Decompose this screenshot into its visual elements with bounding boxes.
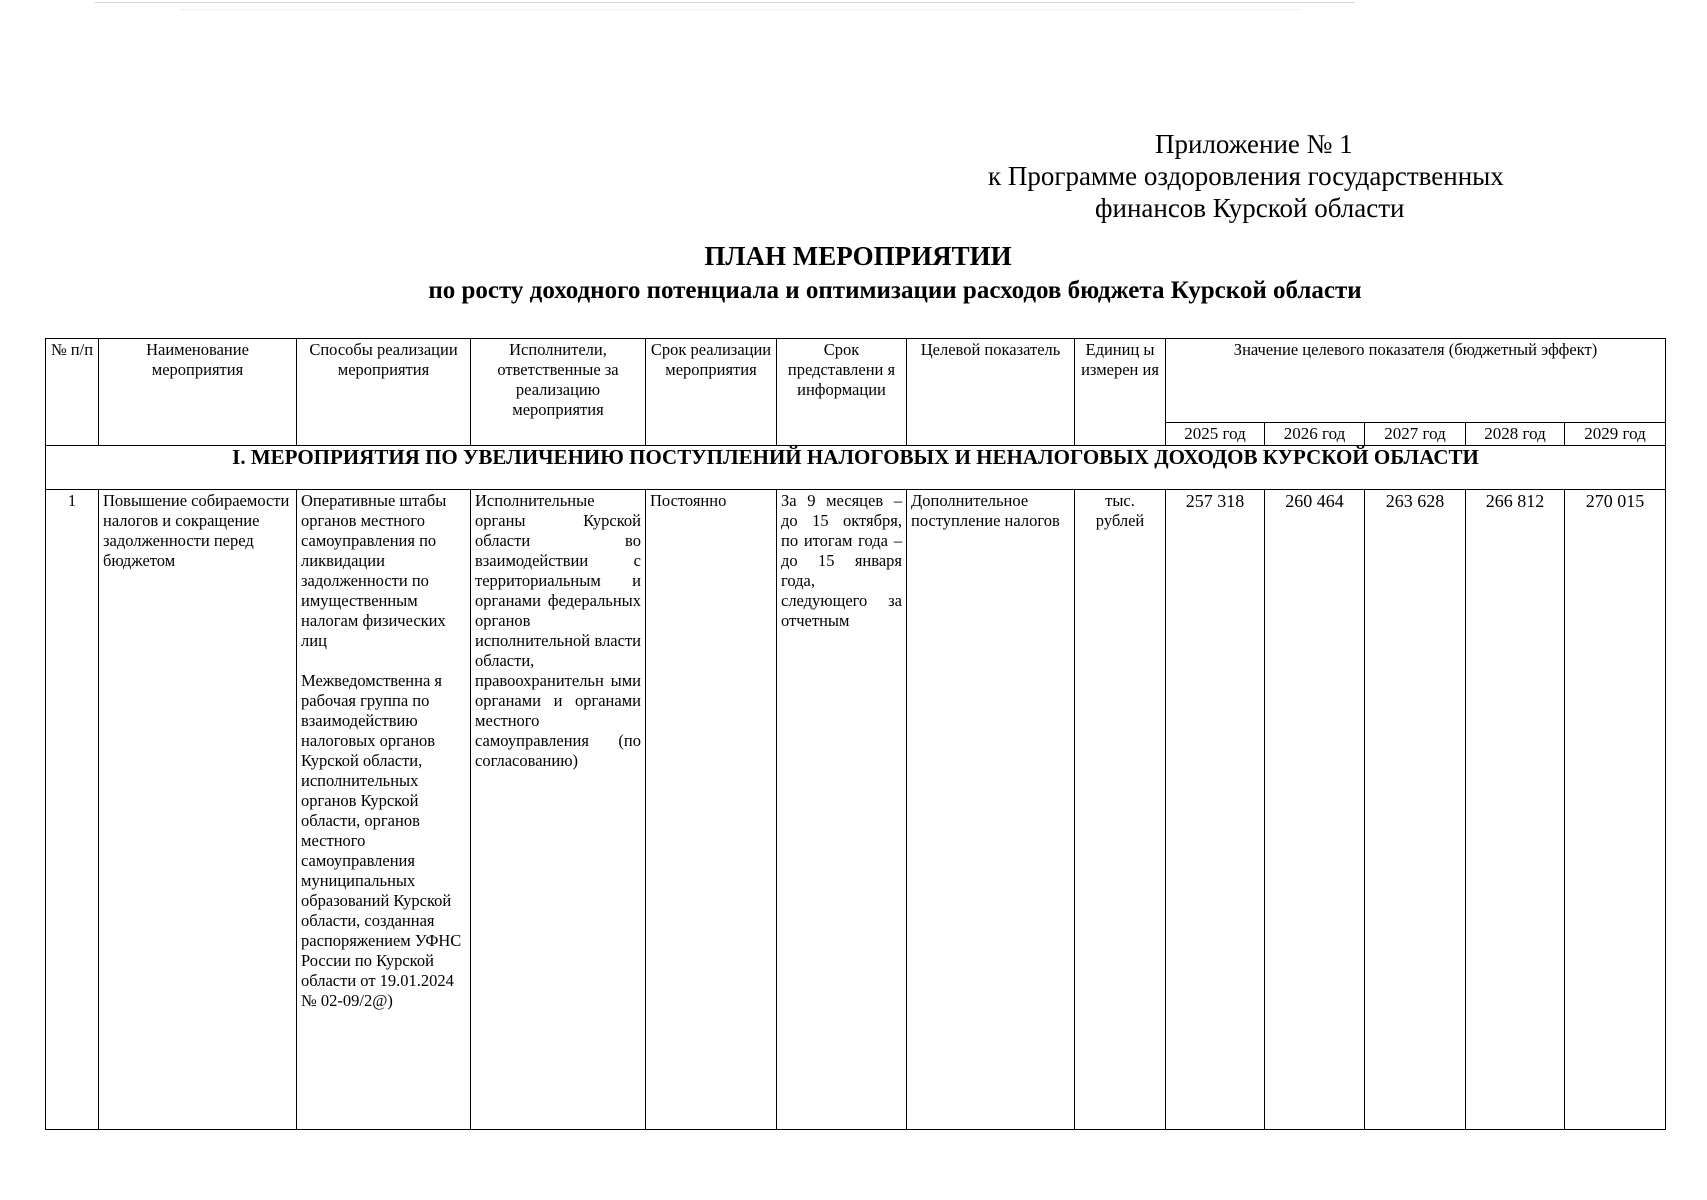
appendix-line-3: финансов Курской области <box>1095 193 1405 223</box>
header-units: Единиц ы измерен ия <box>1075 339 1166 446</box>
appendix-line-1: Приложение № 1 <box>1155 129 1353 159</box>
row-indicator: Дополнительное поступление налогов <box>907 490 1075 1130</box>
row-method-1: Оперативные штабы органов местного самоуправления по ликвидации задолженности по имущественным налогам физических лиц <box>301 491 447 650</box>
header-methods: Способы реализации мероприятия <box>297 339 471 446</box>
header-year-2026: 2026 год <box>1265 423 1365 446</box>
top-scan-rule <box>95 2 1355 3</box>
title-main: ПЛАН МЕРОПРИЯТИИ <box>704 241 1012 271</box>
row-executors: Исполнительные органы Курской области во взаимодействии с территориальным и органами федеральных органов исполнительной власти области, правоохранительн ыми органами и органами местного самоуправления (по согласованию) <box>471 490 646 1130</box>
row-value-2028: 266 812 <box>1466 490 1565 1130</box>
row-methods <box>297 490 471 1130</box>
header-year-2028: 2028 год <box>1466 423 1565 446</box>
row-num: 1 <box>46 490 99 1130</box>
plan-table <box>45 338 1666 1130</box>
row-value-2025: 257 318 <box>1166 490 1265 1130</box>
header-num: № п/п <box>46 339 99 446</box>
row-units: тыс. рублей <box>1075 490 1166 1130</box>
header-name: Наименование мероприятия <box>99 339 297 446</box>
row-method-2: Межведомственна я рабочая группа по взаимодействию налоговых органов Курской области, исполнительных органов Курской области, органов местного самоуправления муниципальных образований Курской области, созданная распоряжением УФНС России по Курской области от 19.01.2024 № 02-09/2@) <box>301 671 462 1010</box>
row-report-term: За 9 месяцев – до 15 октября, по итогам года – до 15 января года, следующего за отчетным <box>777 490 907 1130</box>
header-term: Срок реализации мероприятия <box>646 339 777 446</box>
row-term: Постоянно <box>646 490 777 1130</box>
section-heading: I. МЕРОПРИЯТИЯ ПО УВЕЛИЧЕНИЮ ПОСТУПЛЕНИЙ НАЛОГОВЫХ И НЕНАЛОГОВЫХ ДОХОДОВ КУРСКОЙ ОБЛАСТИ <box>46 446 1666 490</box>
row-value-2029: 270 015 <box>1565 490 1666 1130</box>
header-year-2029: 2029 год <box>1565 423 1666 446</box>
top-scan-mark <box>180 9 1300 10</box>
appendix-line-2: к Программе оздоровления государственных <box>988 161 1504 191</box>
row-value-2027: 263 628 <box>1365 490 1466 1130</box>
header-year-2025: 2025 год <box>1166 423 1265 446</box>
row-value-2026: 260 464 <box>1265 490 1365 1130</box>
header-year-2027: 2027 год <box>1365 423 1466 446</box>
header-report-term: Срок представлени я информации <box>777 339 907 446</box>
row-name: Повышение собираемости налогов и сокращение задолженности перед бюджетом <box>99 490 297 1130</box>
method-spacer <box>301 651 466 671</box>
header-indicator: Целевой показатель <box>907 339 1075 446</box>
header-executors: Исполнители, ответственные за реализацию мероприятия <box>471 339 646 446</box>
table-row <box>46 490 1666 1130</box>
header-values-group: Значение целевого показателя (бюджетный эффект) <box>1166 339 1666 423</box>
title-subtitle: по росту доходного потенциала и оптимизации расходов бюджета Курской области <box>428 277 1362 304</box>
